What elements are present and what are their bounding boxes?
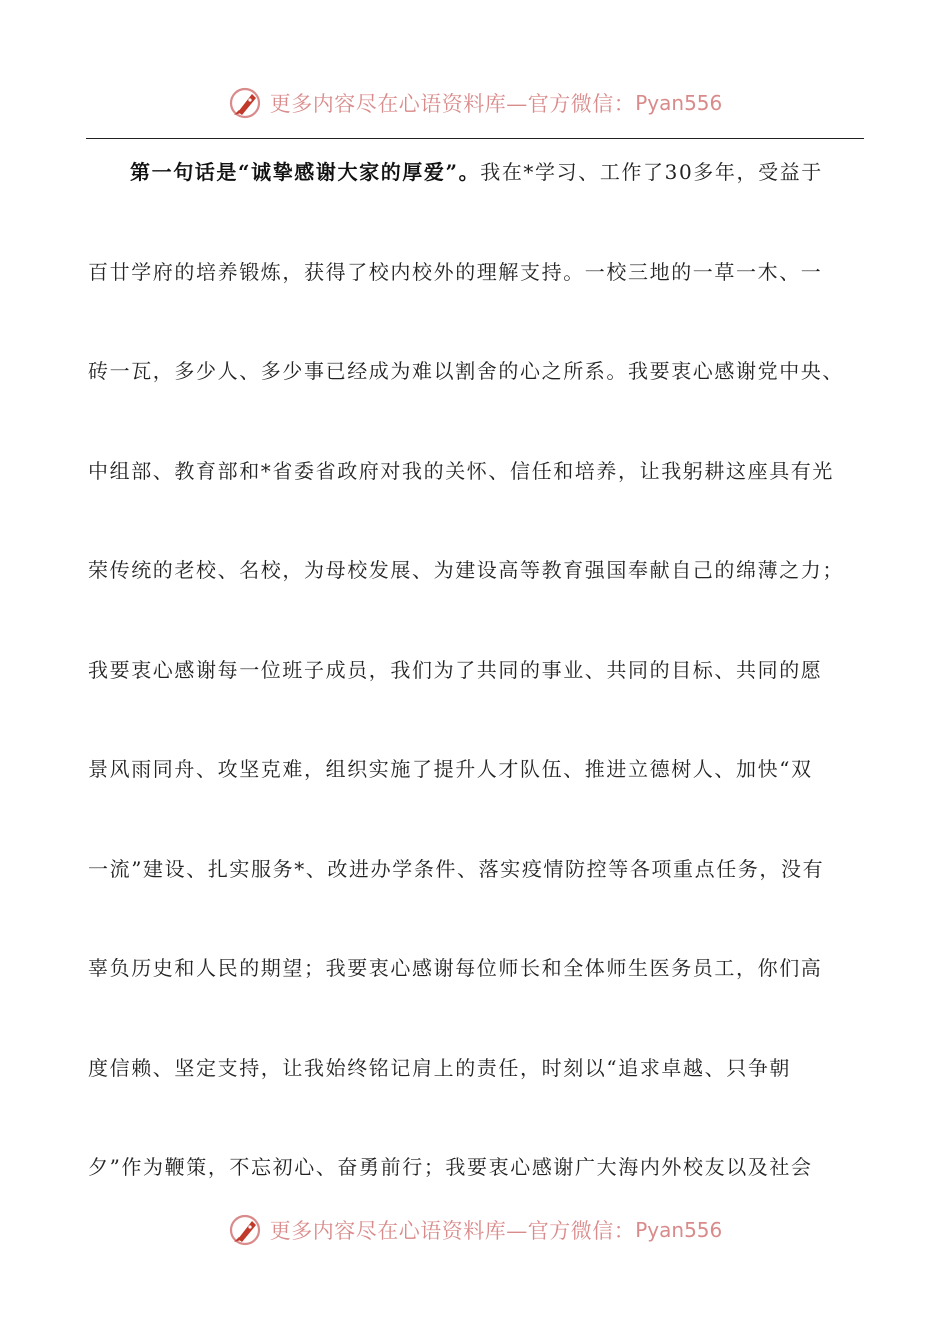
watermark-text: 更多内容尽在心语资料库—官方微信： (269, 1219, 636, 1243)
paragraph-line: 砖一瓦，多少人、多少事已经成为难以割舍的心之所系。我要衷心感谢党中央、 (88, 359, 844, 383)
paragraph-line: 夕”作为鞭策，不忘初心、奋勇前行；我要衷心感谢广大海内外校友以及社会 (88, 1155, 813, 1179)
paragraph-line: 百廿学府的培养锻炼，获得了校内校外的理解支持。一校三地的一草一木、一 (88, 259, 823, 284)
paragraph-line: 荣传统的老校、名校，为母校发展、为建设高等教育强国奉献自己的绵薄之力； (88, 558, 844, 582)
paragraph-lead: 第一句话是“诚挚感谢大家的厚爱”。 (130, 160, 481, 184)
paragraph-line: 度信赖、坚定支持，让我始终铭记肩上的责任，时刻以“追求卓越、只争朝 (88, 1055, 792, 1080)
header-watermark (0, 83, 950, 123)
paragraph-line: 景风雨同舟、攻坚克难，组织实施了提升人才队伍、推进立德树人、加快“双 (88, 757, 813, 781)
pen-nib-logo-icon (228, 85, 264, 121)
header-divider (86, 138, 864, 139)
paragraph-line: 一流”建设、扎实服务*、改进办学条件、落实疫情防控等各项重点任务，没有 (88, 856, 825, 881)
paragraph-line: 我要衷心感谢每一位班子成员，我们为了共同的事业、共同的目标、共同的愿 (88, 657, 823, 682)
paragraph-line: 辜负历史和人民的期望；我要衷心感谢每位师长和全体师生医务员工，你们高 (88, 956, 823, 980)
footer-watermark (0, 1210, 950, 1250)
watermark-text: 更多内容尽在心语资料库—官方微信： (269, 92, 636, 116)
paragraph-line (88, 150, 863, 250)
paragraph-line-text: 我在*学习、工作了30多年，受益于 (480, 160, 823, 184)
paragraph-line: 中组部、教育部和*省委省政府对我的关怀、信任和培养，让我躬耕这座具有光 (88, 458, 834, 483)
document-body (88, 150, 863, 1245)
watermark-wechat-id: Pyan556 (635, 91, 723, 115)
watermark-wechat-id: Pyan556 (635, 1218, 723, 1242)
pen-nib-logo-icon (228, 1212, 264, 1248)
